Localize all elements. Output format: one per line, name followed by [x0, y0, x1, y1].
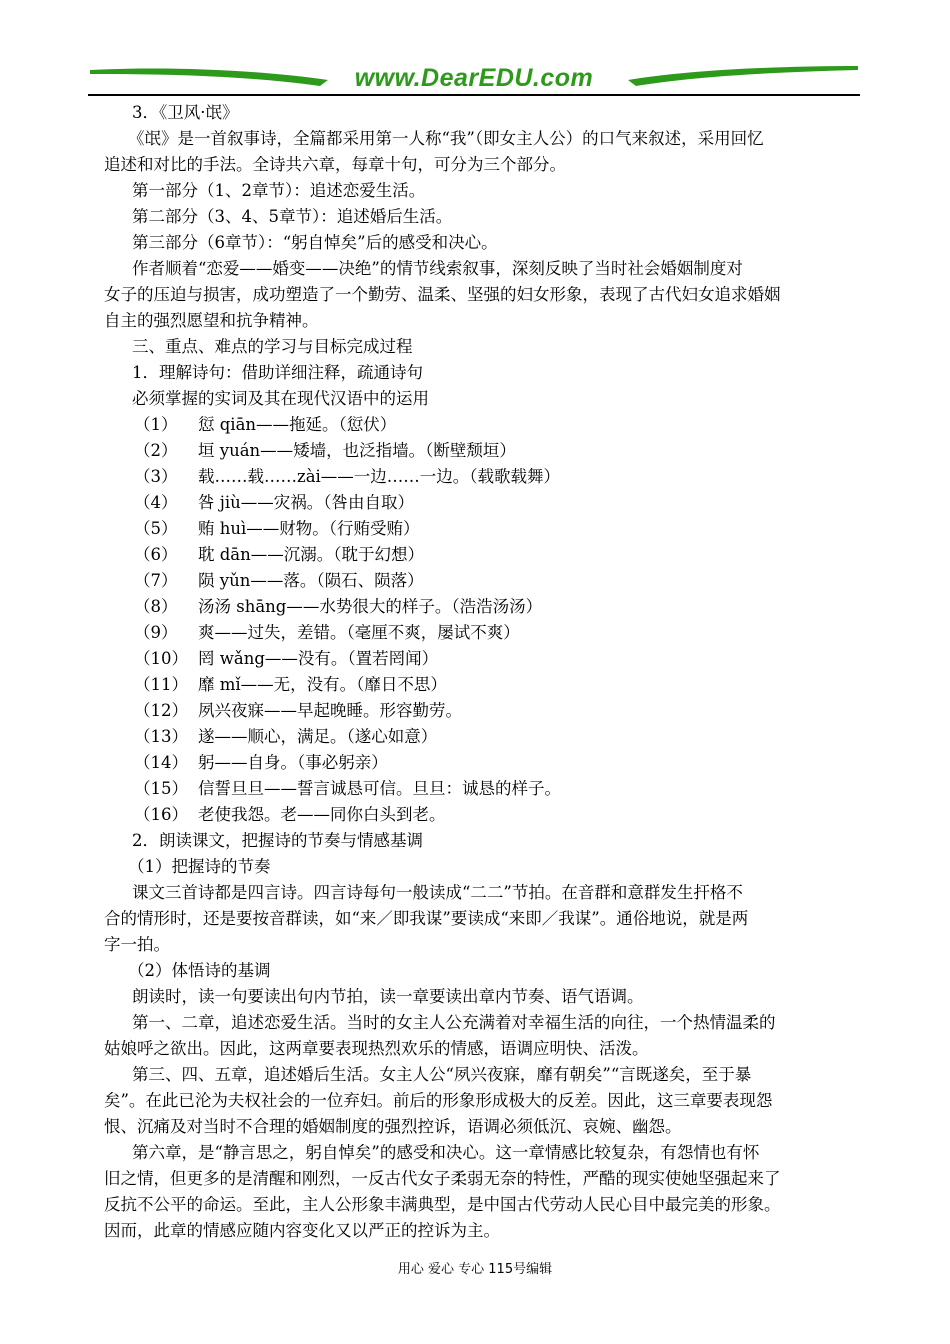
vocab-number: （16）: [134, 805, 188, 824]
vocab-item: [104, 438, 864, 464]
vocab-item: [104, 698, 864, 724]
vocab-number: （14）: [134, 753, 188, 772]
vocab-definition: 载……载……zài——一边……一边。（载歌载舞）: [198, 467, 561, 486]
text-line: 朗读时，读一句要读出句内节拍，读一章要读出章内节奏、语气语调。: [132, 987, 644, 1006]
vocab-number: （7）: [134, 571, 178, 590]
text-line: 恨、沉痛及对当时不合理的婚姻制度的强烈控诉，语调必须低沉、哀婉、幽怨。: [104, 1117, 682, 1136]
page-footer: 用心 爱心 专心 115号编辑: [397, 1262, 553, 1277]
vocab-item: [104, 776, 864, 802]
text-line: 2．朗读课文，把握诗的节奏与情感基调: [132, 831, 423, 850]
vocab-item: [104, 646, 864, 672]
vocab-number: （10）: [134, 649, 188, 668]
vocab-definition: 垣 yuán——矮墙，也泛指墙。（断壁颓垣）: [198, 441, 516, 460]
page-header: [88, 56, 860, 98]
text-line: 1．理解诗句：借助详细注释，疏通诗句: [132, 363, 423, 382]
vocab-definition: 咎 jiù——灾祸。（咎由自取）: [198, 493, 415, 512]
text-line: 必须掌握的实词及其在现代汉语中的运用: [132, 389, 429, 408]
text-line: 旧之情，但更多的是清醒和刚烈，一反古代女子柔弱无奈的特性，严酷的现实使她坚强起来了: [104, 1169, 781, 1188]
vocab-definition: 陨 yǔn——落。（陨石、陨落）: [198, 571, 424, 590]
document-body: [104, 100, 864, 1244]
text-line: 课文三首诗都是四言诗。四言诗每句一般读成“二二”节拍。在音群和意群发生扞格不: [132, 883, 743, 902]
text-line: 因而，此章的情感应随内容变化又以严正的控诉为主。: [104, 1221, 500, 1240]
vocab-item: [104, 464, 864, 490]
vocab-item: [104, 412, 864, 438]
text-line: 自主的强烈愿望和抗争精神。: [104, 311, 319, 330]
vocab-item: [104, 802, 864, 828]
vocab-definition: 躬——自身。（事必躬亲）: [198, 753, 388, 772]
vocab-definition: 汤汤 shāng——水势很大的样子。（浩浩汤汤）: [198, 597, 543, 616]
text-line: 姑娘呼之欲出。因此，这两章要表现热烈欢乐的情感，语调应明快、活泼。: [104, 1039, 649, 1058]
vocab-item: [104, 542, 864, 568]
vocab-definition: 遂——顺心，满足。（遂心如意）: [198, 727, 438, 746]
vocab-number: （11）: [134, 675, 188, 694]
vocab-item: [104, 672, 864, 698]
vocab-number: （5）: [134, 519, 178, 538]
text-line: 第六章，是“静言思之，躬自悼矣”的感受和决心。这一章情感比较复杂，有怨情也有怀: [132, 1143, 760, 1162]
vocab-definition: 耽 dān——沉溺。（耽于幻想）: [198, 545, 425, 564]
text-line: 第三部分（6章节）：“躬自悼矣”后的感受和决心。: [132, 233, 498, 252]
vocab-number: （2）: [134, 441, 178, 460]
site-logo[interactable]: www.DearEDU.com: [354, 64, 594, 92]
vocab-number: （9）: [134, 623, 178, 642]
vocab-item: [104, 568, 864, 594]
text-line: （1）把握诗的节奏: [128, 857, 271, 876]
vocab-item: [104, 594, 864, 620]
vocab-item: [104, 490, 864, 516]
text-line: 矣”。在此已沦为夫权社会的一位弃妇。前后的形象形成极大的反差。因此，这三章要表现怨: [104, 1091, 773, 1110]
vocab-number: （3）: [134, 467, 178, 486]
vocab-item: [104, 724, 864, 750]
header-divider: [88, 94, 860, 96]
vocab-item: [104, 620, 864, 646]
text-line: 作者顺着“恋爱——婚变——决绝”的情节线索叙事，深刻反映了当时社会婚姻制度对: [132, 259, 743, 278]
section-reading: [104, 828, 864, 1244]
text-line: 字一拍。: [104, 935, 170, 954]
vocab-definition: 夙兴夜寐——早起晚睡。形容勤劳。: [198, 701, 462, 720]
vocab-item: [104, 516, 864, 542]
text-line: 女子的压迫与损害，成功塑造了一个勤劳、温柔、坚强的妇女形象，表现了古代妇女追求婚姻: [104, 285, 781, 304]
vocab-number: （15）: [134, 779, 188, 798]
vocab-number: （4）: [134, 493, 178, 512]
vocab-number: （1）: [134, 415, 178, 434]
text-line: 反抗不公平的命运。至此，主人公形象丰满典型，是中国古代劳动人民心目中最完美的形象。: [104, 1195, 781, 1214]
vocab-definition: 愆 qiān——拖延。（愆伏）: [198, 415, 397, 434]
text-line: 第二部分（3、4、5章节）：追述婚后生活。: [132, 207, 453, 226]
vocab-list: [104, 412, 864, 828]
section-intro: [104, 100, 864, 412]
vocab-definition: 贿 huì——财物。（行贿受贿）: [198, 519, 420, 538]
vocab-definition: 老使我怨。老——同你白头到老。: [198, 805, 446, 824]
vocab-number: （13）: [134, 727, 188, 746]
vocab-definition: 爽——过失，差错。（毫厘不爽，屡试不爽）: [198, 623, 520, 642]
text-line: 合的情形时，还是要按音群读，如“来／即我谋”要读成“来即／我谋”。通俗地说，就是两: [104, 909, 749, 928]
text-line: 《氓》是一首叙事诗，全篇都采用第一人称“我”（即女主人公）的口气来叙述，采用回忆: [128, 129, 764, 148]
text-line: 第一、二章，追述恋爱生活。当时的女主人公充满着对幸福生活的向往，一个热情温柔的: [132, 1013, 776, 1032]
text-line: （2）体悟诗的基调: [128, 961, 271, 980]
vocab-definition: 罔 wǎng——没有。（置若罔闻）: [198, 649, 439, 668]
text-line: 3．《卫风·氓》: [132, 103, 239, 122]
vocab-number: （12）: [134, 701, 188, 720]
text-line: 三、重点、难点的学习与目标完成过程: [132, 337, 413, 356]
vocab-definition: 信誓旦旦——誓言诚恳可信。旦旦：诚恳的样子。: [198, 779, 561, 798]
text-line: 追述和对比的手法。全诗共六章，每章十句，可分为三个部分。: [104, 155, 566, 174]
vocab-number: （8）: [134, 597, 178, 616]
vocab-item: [104, 750, 864, 776]
vocab-definition: 靡 mǐ——无，没有。（靡日不思）: [198, 675, 447, 694]
text-line: 第三、四、五章，追述婚后生活。女主人公“夙兴夜寐，靡有朝矣”“言既遂矣，至于暴: [132, 1065, 752, 1084]
text-line: 第一部分（1、2章节）：追述恋爱生活。: [132, 181, 426, 200]
vocab-number: （6）: [134, 545, 178, 564]
